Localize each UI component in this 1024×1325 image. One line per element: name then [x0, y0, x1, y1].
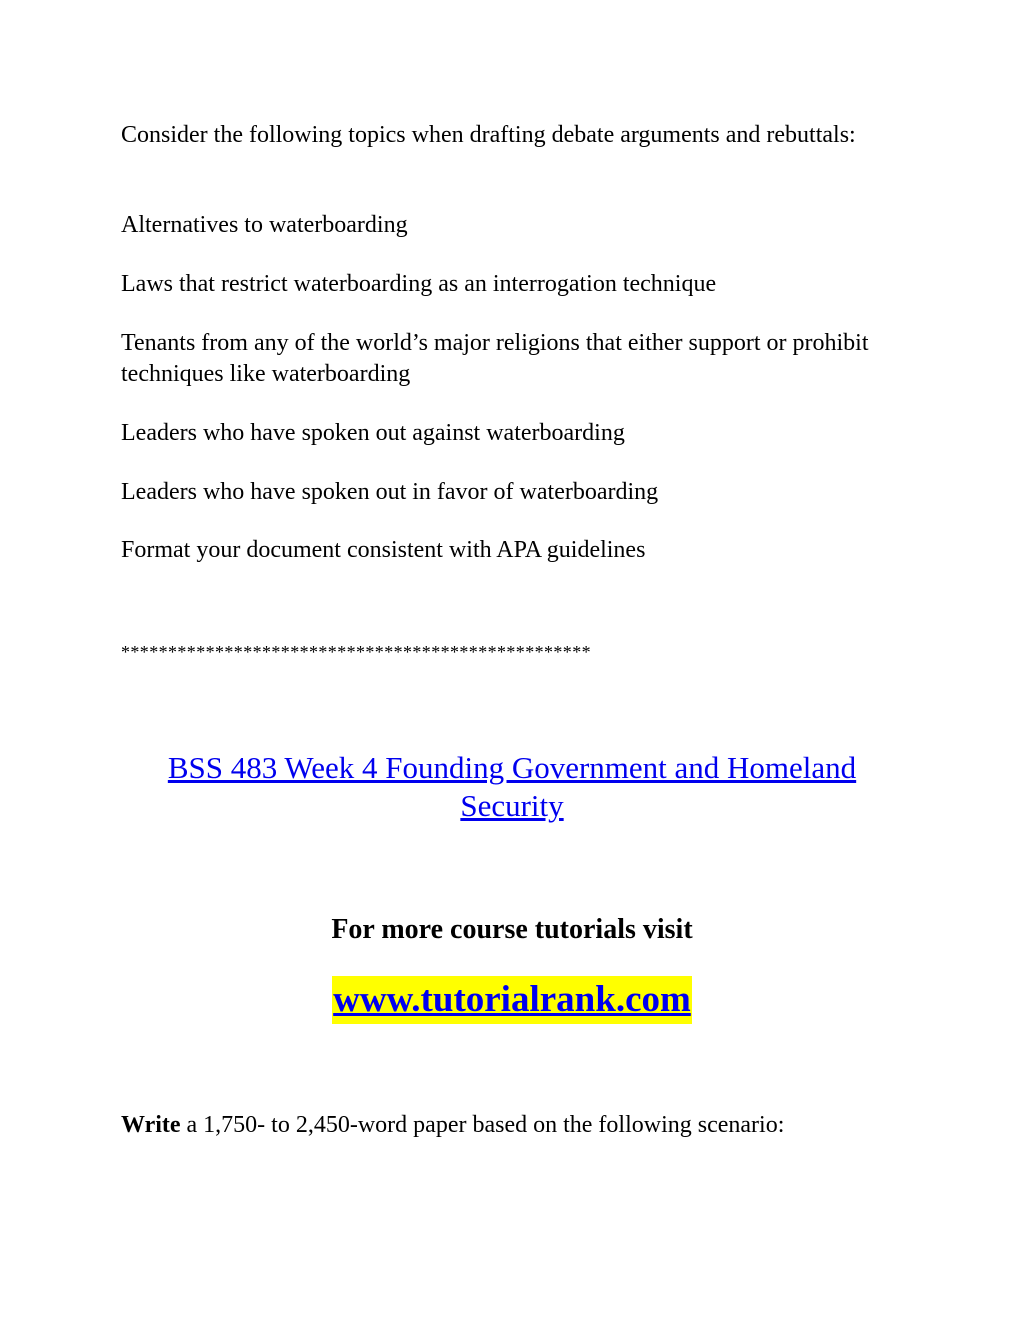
- site-link[interactable]: www.tutorialrank.com: [332, 976, 692, 1024]
- topic-item: Format your document consistent with APA guidelines: [121, 537, 646, 563]
- topic-item: Alternatives to waterboarding: [121, 212, 408, 238]
- topic-item: Laws that restrict waterboarding as an interrogation technique: [121, 271, 717, 297]
- more-tutorials-heading: For more course tutorials visit: [331, 914, 693, 945]
- separator-line: **************************************************: [121, 642, 591, 662]
- assignment-verb: Write: [121, 1112, 181, 1138]
- assignment-text: a 1,750- to 2,450-word paper based on the following scenario:: [180, 1112, 785, 1138]
- topic-item: Tenants from any of the world’s major religions that either support or prohibit techniques like waterboarding: [121, 330, 869, 387]
- assignment-line: [121, 1110, 784, 1141]
- topic-item: Leaders who have spoken out against waterboarding: [121, 420, 625, 446]
- topic-item: Leaders who have spoken out in favor of waterboarding: [121, 479, 659, 505]
- course-link[interactable]: BSS 483 Week 4 Founding Government and Homeland Security: [167, 750, 857, 823]
- site-link-wrapper: [0, 976, 1024, 1024]
- intro-paragraph: Consider the following topics when drafting debate arguments and rebuttals:: [121, 122, 856, 148]
